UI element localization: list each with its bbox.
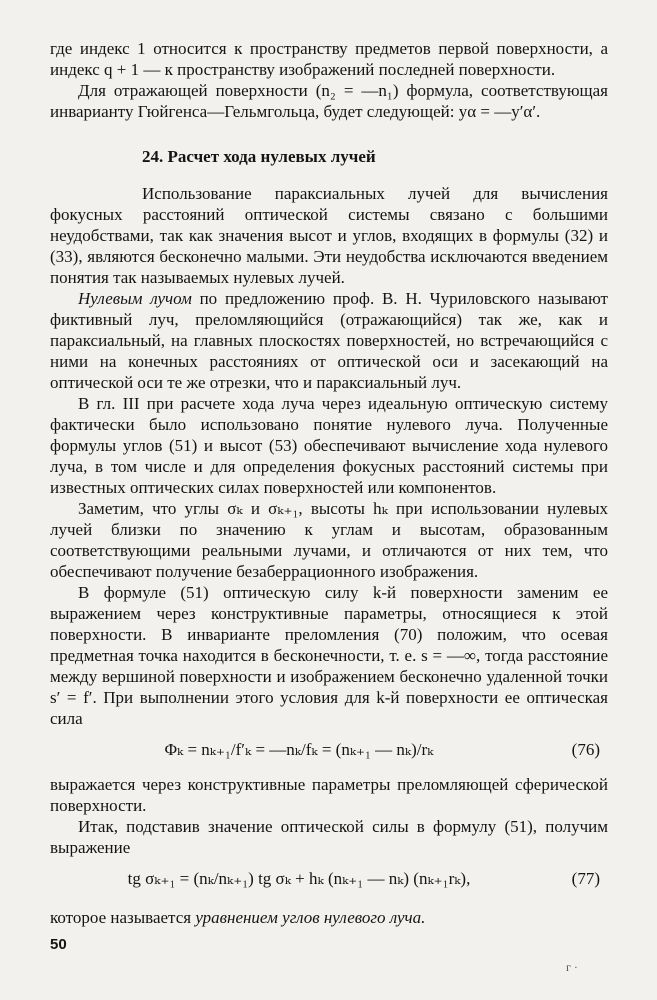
page-number: 50 <box>50 936 67 953</box>
paragraph-expressed: выражается через конструктивные параметры преломляющей сферической поверхности. <box>50 775 608 815</box>
paragraph-reflecting-surface: Для отражающей поверхности (n₂ = —n₁) формула, соответствующая инварианту Гюйгенса—Гельмгольца, будет следующей: yα = —y′α′. <box>50 81 608 121</box>
paragraph-chapter-three: В гл. III при расчете хода луча через идеальную оптическую систему фактически было использовано понятие нулевого луча. Полученные формулы углов (51) и высот (53) обеспечивают вычисление хода нулевого луча, в том числе и для определения фокусных расстояний системы при известных оптических силах поверхностей или компонентов. <box>50 394 608 497</box>
page-body <box>50 38 608 928</box>
equation-76 <box>50 739 608 760</box>
paragraph-zero-ray-text: по предложению проф. В. Н. Чуриловского называют фиктивный луч, преломляющийся (отражающийся) так же, как и параксиальный, на главных плоскостях поверхностей, но встречающийся с ними на конечных расстояниях от оптической оси и засекающий на оптической оси те же отрезки, что и параксиальный луч. <box>50 289 608 392</box>
corner-mark: г · <box>566 960 578 974</box>
equation-77-formula: tg σₖ₊₁ = (nₖ/nₖ₊₁) tg σₖ + hₖ (nₖ₊₁ — nₖ) (nₖ₊₁rₖ), <box>127 869 471 888</box>
paragraph-angles-heights: Заметим, что углы σₖ и σₖ₊₁, высоты hₖ при использовании нулевых лучей близки по значению к углам и высотам, образованным соответствующими реальными лучами, и отличаются от них тем, что обеспечивают получение безаберрационного изображения. <box>50 499 608 581</box>
section-heading: 24. Расчет хода нулевых лучей <box>142 147 376 166</box>
paragraph-conclusion <box>50 907 608 928</box>
equation-76-number: (76) <box>571 740 600 759</box>
conclusion-text: которое называется <box>50 908 196 927</box>
paragraph-zero-ray-definition <box>50 288 608 393</box>
equation-77-number: (77) <box>571 869 600 888</box>
paragraph-substitution: Итак, подставив значение оптической силы в формулу (51), получим выражение <box>50 817 608 857</box>
paragraph-continuation: где индекс 1 относится к пространству предметов первой поверхности, а индекс q + 1 — к пространству изображений последней поверхности. <box>50 39 608 79</box>
paragraph-paraxial: Использование параксиальных лучей для вычисления фокусных расстояний оптической системы связано с большими неудобствами, так как значения высот и углов, входящих в формулы (32) и (33), являются бесконечно малыми. Эти неудобства исключаются введением понятия так называемых нулевых лучей. <box>50 184 608 287</box>
paragraph-optical-power: В формуле (51) оптическую силу k-й поверхности заменим ее выражением через конструктивные параметры, относящиеся к этой поверхности. В инварианте преломления (70) положим, что осевая предметная точка находится в бесконечности, т. е. s = —∞, тогда расстояние между вершиной поверхности и изображением бесконечно удаленной точки s′ = f′. При выполнении этого условия для k-й поверхности ее оптическая сила <box>50 583 608 728</box>
term-angle-equation: уравнением углов нулевого луча. <box>195 908 426 927</box>
equation-77 <box>50 868 608 889</box>
term-zero-ray: Нулевым лучом <box>78 289 192 308</box>
equation-76-formula: Φₖ = nₖ₊₁/f′ₖ = —nₖ/fₖ = (nₖ₊₁ — nₖ)/rₖ <box>164 740 434 759</box>
